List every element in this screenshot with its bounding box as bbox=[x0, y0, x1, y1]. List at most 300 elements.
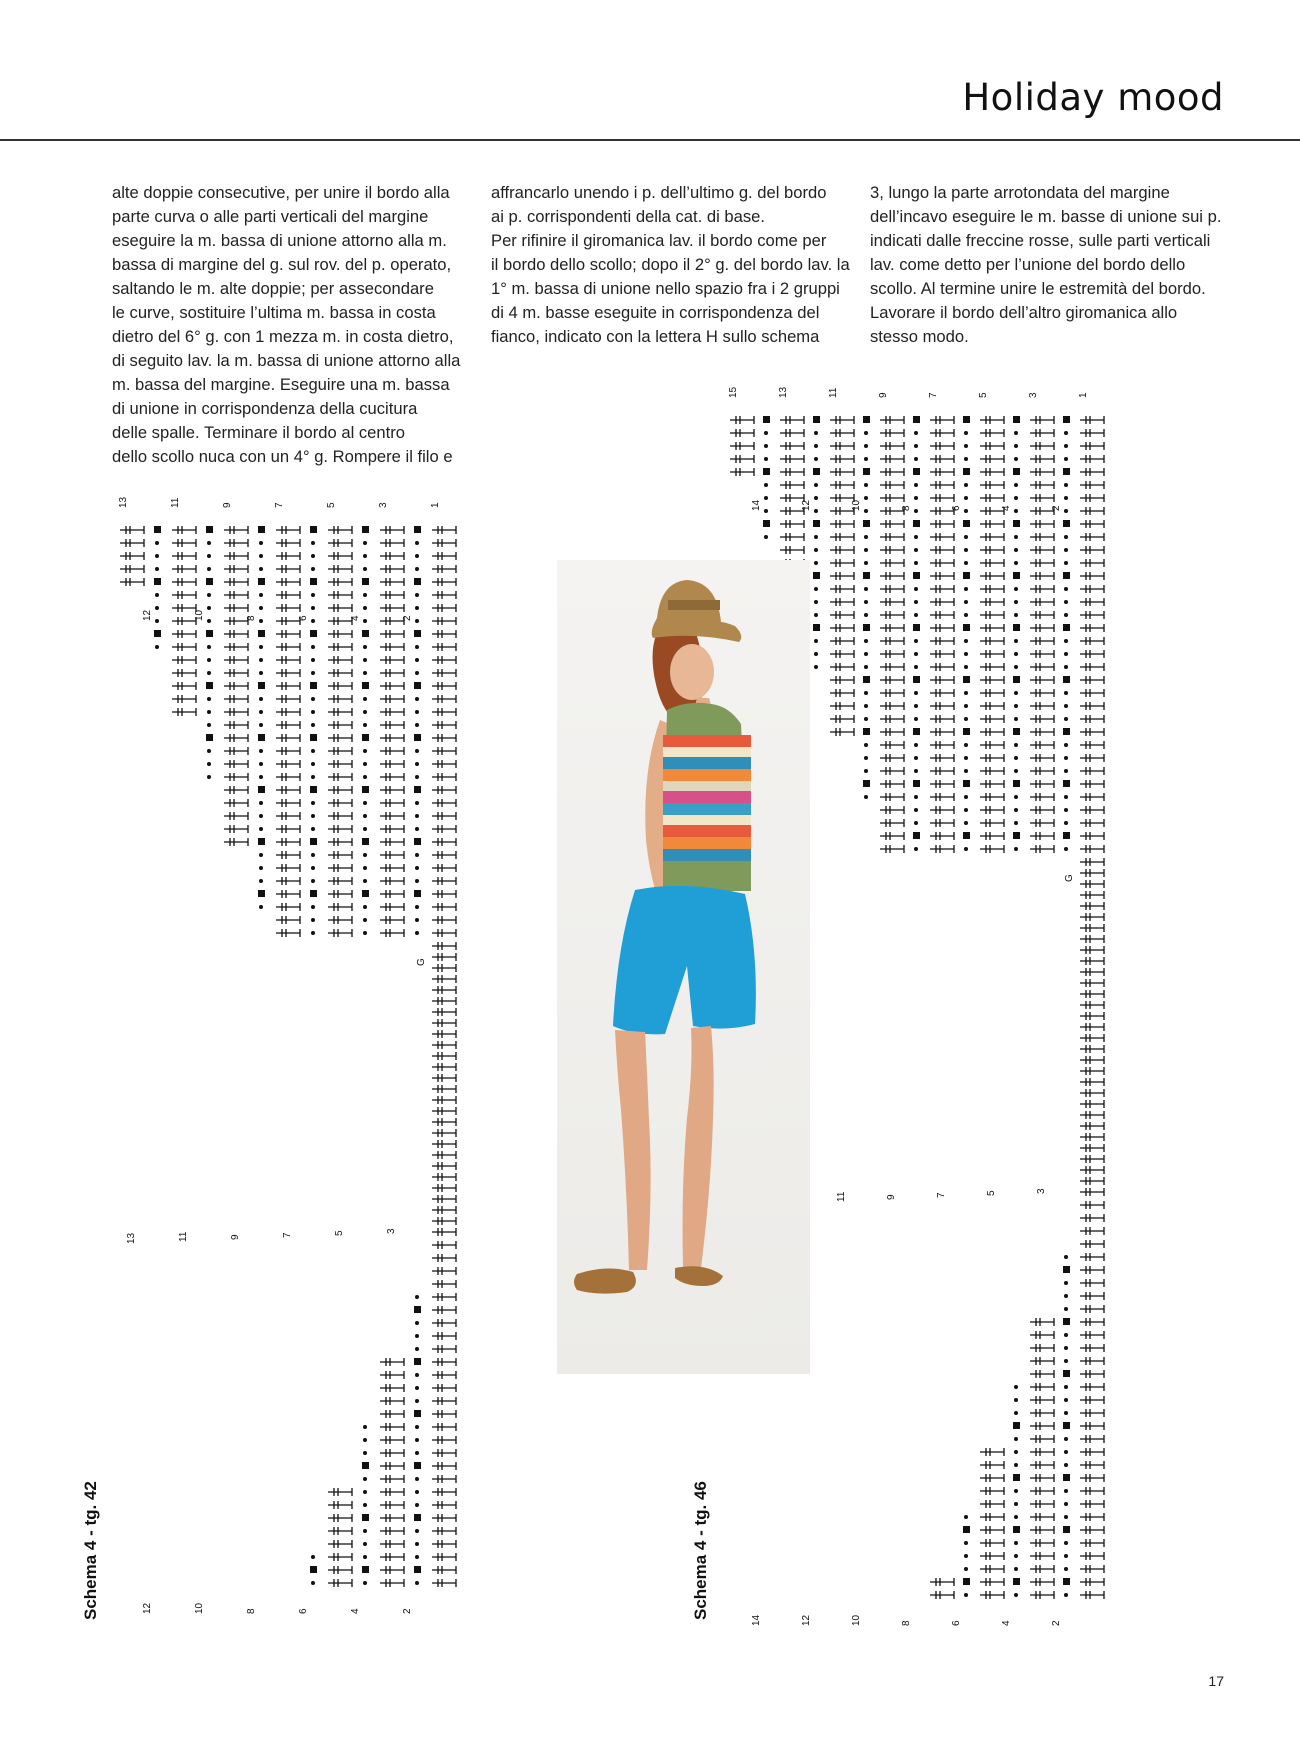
slip-square bbox=[414, 1306, 421, 1313]
slip-square bbox=[310, 682, 317, 689]
chain-dot bbox=[207, 645, 211, 649]
row-label: 12 bbox=[142, 1602, 153, 1614]
slip-square bbox=[913, 572, 920, 579]
chain-dot bbox=[259, 658, 263, 662]
slip-square bbox=[1063, 1578, 1070, 1585]
chain-dot bbox=[964, 548, 968, 552]
chain-dot bbox=[1064, 1411, 1068, 1415]
slip-square bbox=[963, 676, 970, 683]
chain-dot bbox=[363, 931, 367, 935]
chain-dot bbox=[363, 606, 367, 610]
slip-square bbox=[154, 578, 161, 585]
chain-dot bbox=[363, 827, 367, 831]
chain-dot bbox=[1064, 795, 1068, 799]
chain-dot bbox=[1064, 1515, 1068, 1519]
slip-square bbox=[414, 682, 421, 689]
slip-square bbox=[362, 630, 369, 637]
chain-dot bbox=[1064, 1437, 1068, 1441]
slip-square bbox=[310, 630, 317, 637]
chain-dot bbox=[1064, 1450, 1068, 1454]
chain-dot bbox=[1064, 1307, 1068, 1311]
slip-square bbox=[310, 526, 317, 533]
chain-dot bbox=[415, 697, 419, 701]
chain-dot bbox=[207, 762, 211, 766]
chain-dot bbox=[964, 795, 968, 799]
chain-dot bbox=[864, 704, 868, 708]
chain-dot bbox=[1064, 1385, 1068, 1389]
chain-dot bbox=[311, 866, 315, 870]
chain-dot bbox=[415, 1581, 419, 1585]
text-line: delle spalle. Terminare il bordo al centro bbox=[112, 423, 406, 442]
text-line: saltando le m. alte doppie; per assecondare bbox=[112, 279, 434, 298]
chain-dot bbox=[1014, 1567, 1018, 1571]
chain-dot bbox=[814, 457, 818, 461]
chain-dot bbox=[1014, 1450, 1018, 1454]
chain-dot bbox=[814, 652, 818, 656]
slip-square bbox=[206, 578, 213, 585]
row-label: 5 bbox=[978, 392, 989, 398]
chain-dot bbox=[864, 665, 868, 669]
chain-dot bbox=[914, 535, 918, 539]
chain-dot bbox=[914, 717, 918, 721]
chain-dot bbox=[864, 496, 868, 500]
chain-dot bbox=[1014, 821, 1018, 825]
slip-square bbox=[963, 728, 970, 735]
chain-dot bbox=[363, 671, 367, 675]
chain-dot bbox=[1014, 847, 1018, 851]
chain-dot bbox=[814, 496, 818, 500]
chain-dot bbox=[415, 1438, 419, 1442]
chain-dot bbox=[1014, 600, 1018, 604]
chain-dot bbox=[1064, 1554, 1068, 1558]
chain-dot bbox=[1064, 1463, 1068, 1467]
row-label: 5 bbox=[326, 502, 337, 508]
chain-dot bbox=[1014, 795, 1018, 799]
row-label: 9 bbox=[230, 1234, 241, 1240]
slip-square bbox=[963, 1578, 970, 1585]
chain-dot bbox=[259, 567, 263, 571]
chain-dot bbox=[259, 697, 263, 701]
slip-square bbox=[1013, 624, 1020, 631]
chain-dot bbox=[363, 554, 367, 558]
chain-dot bbox=[964, 847, 968, 851]
chain-dot bbox=[415, 1334, 419, 1338]
chain-dot bbox=[311, 827, 315, 831]
text-line: scollo. Al termine unire le estremità del bordo. bbox=[870, 279, 1206, 298]
chain-dot bbox=[415, 1451, 419, 1455]
slip-square bbox=[310, 578, 317, 585]
slip-square bbox=[414, 786, 421, 793]
slip-square bbox=[1063, 624, 1070, 631]
chain-dot bbox=[964, 808, 968, 812]
chart-body bbox=[118, 496, 456, 1614]
chain-dot bbox=[864, 795, 868, 799]
chain-dot bbox=[1064, 535, 1068, 539]
slip-square bbox=[913, 468, 920, 475]
chain-dot bbox=[864, 587, 868, 591]
chain-dot bbox=[1014, 457, 1018, 461]
chain-dot bbox=[914, 847, 918, 851]
text-line: lav. come detto per l’unione del bordo dello bbox=[870, 255, 1186, 274]
chain-dot bbox=[311, 775, 315, 779]
chain-dot bbox=[415, 710, 419, 714]
chain-dot bbox=[914, 431, 918, 435]
slip-square bbox=[913, 780, 920, 787]
chain-dot bbox=[207, 749, 211, 753]
chain-dot bbox=[764, 457, 768, 461]
chain-dot bbox=[764, 444, 768, 448]
chain-dot bbox=[814, 483, 818, 487]
chain-dot bbox=[311, 762, 315, 766]
chain-dot bbox=[1014, 587, 1018, 591]
chain-dot bbox=[363, 853, 367, 857]
chain-dot bbox=[964, 1593, 968, 1597]
chain-dot bbox=[415, 918, 419, 922]
chain-dot bbox=[363, 1490, 367, 1494]
text-line: Lavorare il bordo dell’altro giromanica allo bbox=[870, 303, 1178, 322]
chain-dot bbox=[914, 808, 918, 812]
chain-dot bbox=[363, 814, 367, 818]
row-label: 12 bbox=[801, 1614, 812, 1626]
page-number: 17 bbox=[1208, 1673, 1224, 1689]
chain-dot bbox=[914, 652, 918, 656]
chain-dot bbox=[311, 567, 315, 571]
slip-square bbox=[963, 572, 970, 579]
chain-dot bbox=[1014, 769, 1018, 773]
row-label: 4 bbox=[350, 615, 361, 621]
chain-dot bbox=[964, 561, 968, 565]
slip-square bbox=[414, 734, 421, 741]
text-line: dello scollo nuca con un 4° g. Rompere il filo e bbox=[112, 447, 453, 466]
slip-square bbox=[310, 838, 317, 845]
chain-dot bbox=[415, 1555, 419, 1559]
chain-dot bbox=[207, 723, 211, 727]
chain-dot bbox=[1064, 431, 1068, 435]
chain-dot bbox=[363, 905, 367, 909]
chain-dot bbox=[1064, 691, 1068, 695]
chain-dot bbox=[1064, 743, 1068, 747]
slip-square bbox=[813, 572, 820, 579]
chain-dot bbox=[259, 801, 263, 805]
chain-dot bbox=[1014, 756, 1018, 760]
slip-square bbox=[963, 624, 970, 631]
chain-dot bbox=[814, 535, 818, 539]
chain-dot bbox=[363, 1555, 367, 1559]
chain-dot bbox=[415, 1542, 419, 1546]
chain-dot bbox=[207, 541, 211, 545]
header-rule bbox=[0, 139, 1300, 141]
chain-dot bbox=[764, 509, 768, 513]
chain-dot bbox=[1064, 769, 1068, 773]
row-label: 4 bbox=[1001, 1620, 1012, 1626]
chain-dot bbox=[415, 1347, 419, 1351]
chain-dot bbox=[964, 1567, 968, 1571]
row-label: 5 bbox=[334, 1230, 345, 1236]
slip-square bbox=[258, 526, 265, 533]
chain-dot bbox=[1064, 1502, 1068, 1506]
slip-square bbox=[362, 682, 369, 689]
text-line: dell’incavo eseguire le m. basse di unione sui p. bbox=[870, 207, 1222, 226]
schema-title-tg46: Schema 4 - tg. 46 bbox=[691, 1481, 710, 1620]
slip-square bbox=[963, 468, 970, 475]
chain-dot bbox=[964, 665, 968, 669]
chain-dot bbox=[415, 658, 419, 662]
slip-square bbox=[1013, 832, 1020, 839]
chain-dot bbox=[311, 723, 315, 727]
chain-dot bbox=[964, 756, 968, 760]
chain-dot bbox=[914, 821, 918, 825]
row-label: 6 bbox=[298, 1608, 309, 1614]
chain-dot bbox=[1064, 1567, 1068, 1571]
slip-square bbox=[1063, 1526, 1070, 1533]
row-label: 6 bbox=[951, 1620, 962, 1626]
chain-dot bbox=[964, 704, 968, 708]
text-line: 3, lungo la parte arrotondata del margine bbox=[870, 183, 1170, 202]
row-label: 12 bbox=[142, 609, 153, 621]
row-label: 5 bbox=[986, 1190, 997, 1196]
schema-title-tg42: Schema 4 - tg. 42 bbox=[81, 1481, 100, 1620]
slip-square bbox=[1063, 520, 1070, 527]
slip-square bbox=[1063, 676, 1070, 683]
slip-square bbox=[362, 838, 369, 845]
chain-dot bbox=[1064, 756, 1068, 760]
slip-square bbox=[813, 468, 820, 475]
chain-dot bbox=[1064, 808, 1068, 812]
chain-dot bbox=[415, 853, 419, 857]
chain-dot bbox=[1064, 717, 1068, 721]
chain-dot bbox=[311, 619, 315, 623]
chain-dot bbox=[363, 593, 367, 597]
chain-dot bbox=[155, 606, 159, 610]
text-column-3 bbox=[870, 181, 1221, 349]
chain-dot bbox=[311, 814, 315, 818]
slip-square bbox=[763, 520, 770, 527]
chain-dot bbox=[914, 509, 918, 513]
chain-dot bbox=[964, 1554, 968, 1558]
row-label: 9 bbox=[222, 502, 233, 508]
chain-dot bbox=[415, 931, 419, 935]
chain-dot bbox=[764, 431, 768, 435]
text-line: m. bassa del margine. Eseguire una m. bassa bbox=[112, 375, 450, 394]
chain-dot bbox=[1064, 704, 1068, 708]
text-line: le curve, sostituire l’ultima m. bassa in costa bbox=[112, 303, 436, 322]
chain-dot bbox=[415, 1399, 419, 1403]
chain-dot bbox=[1014, 496, 1018, 500]
chain-dot bbox=[311, 541, 315, 545]
row-label: 3 bbox=[386, 1228, 397, 1234]
slip-square bbox=[1013, 676, 1020, 683]
chain-dot bbox=[914, 704, 918, 708]
chain-dot bbox=[363, 541, 367, 545]
chain-dot bbox=[1014, 717, 1018, 721]
slip-square bbox=[913, 520, 920, 527]
chain-dot bbox=[155, 567, 159, 571]
chain-dot bbox=[363, 619, 367, 623]
chain-dot bbox=[259, 775, 263, 779]
chain-dot bbox=[1064, 457, 1068, 461]
chain-dot bbox=[1064, 1398, 1068, 1402]
chain-dot bbox=[259, 619, 263, 623]
chain-dot bbox=[207, 658, 211, 662]
chain-dot bbox=[311, 593, 315, 597]
slip-square bbox=[362, 526, 369, 533]
chain-dot bbox=[363, 1581, 367, 1585]
chain-dot bbox=[1064, 561, 1068, 565]
chain-dot bbox=[415, 762, 419, 766]
chain-dot bbox=[1064, 483, 1068, 487]
slip-square bbox=[1013, 728, 1020, 735]
row-label: 4 bbox=[1001, 505, 1012, 511]
slip-square bbox=[258, 890, 265, 897]
chain-dot bbox=[964, 717, 968, 721]
chain-dot bbox=[415, 567, 419, 571]
row-label: 13 bbox=[126, 1232, 137, 1244]
chain-dot bbox=[1014, 743, 1018, 747]
slip-square bbox=[963, 832, 970, 839]
row-label: 2 bbox=[402, 1608, 413, 1614]
chain-dot bbox=[1014, 535, 1018, 539]
slip-square bbox=[763, 416, 770, 423]
chain-dot bbox=[1014, 652, 1018, 656]
chain-dot bbox=[964, 769, 968, 773]
slip-square bbox=[1013, 780, 1020, 787]
chain-dot bbox=[914, 483, 918, 487]
slip-square bbox=[154, 630, 161, 637]
row-label: 8 bbox=[901, 1620, 912, 1626]
chain-dot bbox=[311, 931, 315, 935]
row-label: 13 bbox=[118, 496, 129, 508]
chain-dot bbox=[1064, 652, 1068, 656]
slip-square bbox=[154, 526, 161, 533]
slip-square bbox=[362, 734, 369, 741]
chain-dot bbox=[415, 866, 419, 870]
chain-dot bbox=[1064, 665, 1068, 669]
slip-square bbox=[1063, 1474, 1070, 1481]
chain-dot bbox=[259, 905, 263, 909]
slip-square bbox=[863, 676, 870, 683]
slip-square bbox=[1063, 1318, 1070, 1325]
row-label: 8 bbox=[901, 505, 912, 511]
chain-dot bbox=[1014, 1541, 1018, 1545]
chain-dot bbox=[964, 1541, 968, 1545]
chain-dot bbox=[914, 756, 918, 760]
chain-dot bbox=[155, 541, 159, 545]
row-label: 3 bbox=[378, 502, 389, 508]
chain-dot bbox=[259, 593, 263, 597]
slip-square bbox=[1013, 416, 1020, 423]
text-line: stesso modo. bbox=[870, 327, 969, 346]
text-line: bassa di margine del g. sul rov. del p. operato, bbox=[112, 255, 452, 274]
chain-dot bbox=[363, 866, 367, 870]
slip-square bbox=[863, 416, 870, 423]
chain-dot bbox=[964, 691, 968, 695]
chain-dot bbox=[1064, 1294, 1068, 1298]
chain-dot bbox=[814, 665, 818, 669]
chain-dot bbox=[764, 496, 768, 500]
chain-dot bbox=[415, 723, 419, 727]
row-label: 9 bbox=[878, 392, 889, 398]
row-label: 14 bbox=[751, 1614, 762, 1626]
row-label: 7 bbox=[282, 1232, 293, 1238]
chain-dot bbox=[311, 905, 315, 909]
chain-dot bbox=[1014, 483, 1018, 487]
chain-dot bbox=[964, 743, 968, 747]
text-line: di unione in corrispondenza della cucitura bbox=[112, 399, 418, 418]
chain-dot bbox=[311, 606, 315, 610]
text-line: Per rifinire il giromanica lav. il bordo come per bbox=[491, 231, 827, 250]
chain-dot bbox=[207, 710, 211, 714]
chain-dot bbox=[914, 457, 918, 461]
slip-square bbox=[414, 838, 421, 845]
slip-square bbox=[414, 1462, 421, 1469]
slip-square bbox=[913, 624, 920, 631]
chain-dot bbox=[259, 749, 263, 753]
row-label: 11 bbox=[178, 1231, 189, 1242]
chain-dot bbox=[1064, 1281, 1068, 1285]
chain-dot bbox=[259, 606, 263, 610]
chain-dot bbox=[207, 593, 211, 597]
slip-square bbox=[1063, 416, 1070, 423]
slip-square bbox=[310, 786, 317, 793]
chain-dot bbox=[1064, 1359, 1068, 1363]
chain-dot bbox=[259, 723, 263, 727]
slip-square bbox=[1013, 1474, 1020, 1481]
chain-dot bbox=[415, 1321, 419, 1325]
slip-square bbox=[362, 578, 369, 585]
row-label: 6 bbox=[298, 615, 309, 621]
chain-dot bbox=[1014, 808, 1018, 812]
chain-dot bbox=[259, 554, 263, 558]
chain-dot bbox=[864, 600, 868, 604]
slip-square bbox=[414, 526, 421, 533]
chain-dot bbox=[415, 801, 419, 805]
chain-dot bbox=[363, 1425, 367, 1429]
row-label: 15 bbox=[728, 386, 739, 398]
chain-dot bbox=[311, 710, 315, 714]
slip-square bbox=[1063, 468, 1070, 475]
slip-square bbox=[362, 1462, 369, 1469]
chain-dot bbox=[207, 697, 211, 701]
row-label: 14 bbox=[751, 499, 762, 511]
chain-dot bbox=[363, 1438, 367, 1442]
chain-dot bbox=[814, 600, 818, 604]
chain-dot bbox=[1064, 1346, 1068, 1350]
text-line: di seguito lav. la m. bassa di unione attorno alla bbox=[112, 351, 461, 370]
chain-dot bbox=[415, 775, 419, 779]
chain-dot bbox=[259, 814, 263, 818]
chain-dot bbox=[864, 639, 868, 643]
chain-dot bbox=[311, 879, 315, 883]
slip-square bbox=[963, 1526, 970, 1533]
chain-dot bbox=[207, 619, 211, 623]
row-label: 11 bbox=[836, 1191, 847, 1202]
slip-square bbox=[1013, 1526, 1020, 1533]
chain-dot bbox=[1014, 1593, 1018, 1597]
row-label: 10 bbox=[194, 609, 205, 621]
chain-dot bbox=[1064, 600, 1068, 604]
chain-dot bbox=[415, 554, 419, 558]
slip-square bbox=[414, 630, 421, 637]
chain-dot bbox=[415, 1425, 419, 1429]
chain-dot bbox=[311, 554, 315, 558]
chain-dot bbox=[415, 1373, 419, 1377]
chain-dot bbox=[259, 827, 263, 831]
row-label: 10 bbox=[851, 1614, 862, 1626]
chain-dot bbox=[1014, 548, 1018, 552]
chain-dot bbox=[814, 431, 818, 435]
chain-dot bbox=[363, 1542, 367, 1546]
chain-dot bbox=[964, 1515, 968, 1519]
